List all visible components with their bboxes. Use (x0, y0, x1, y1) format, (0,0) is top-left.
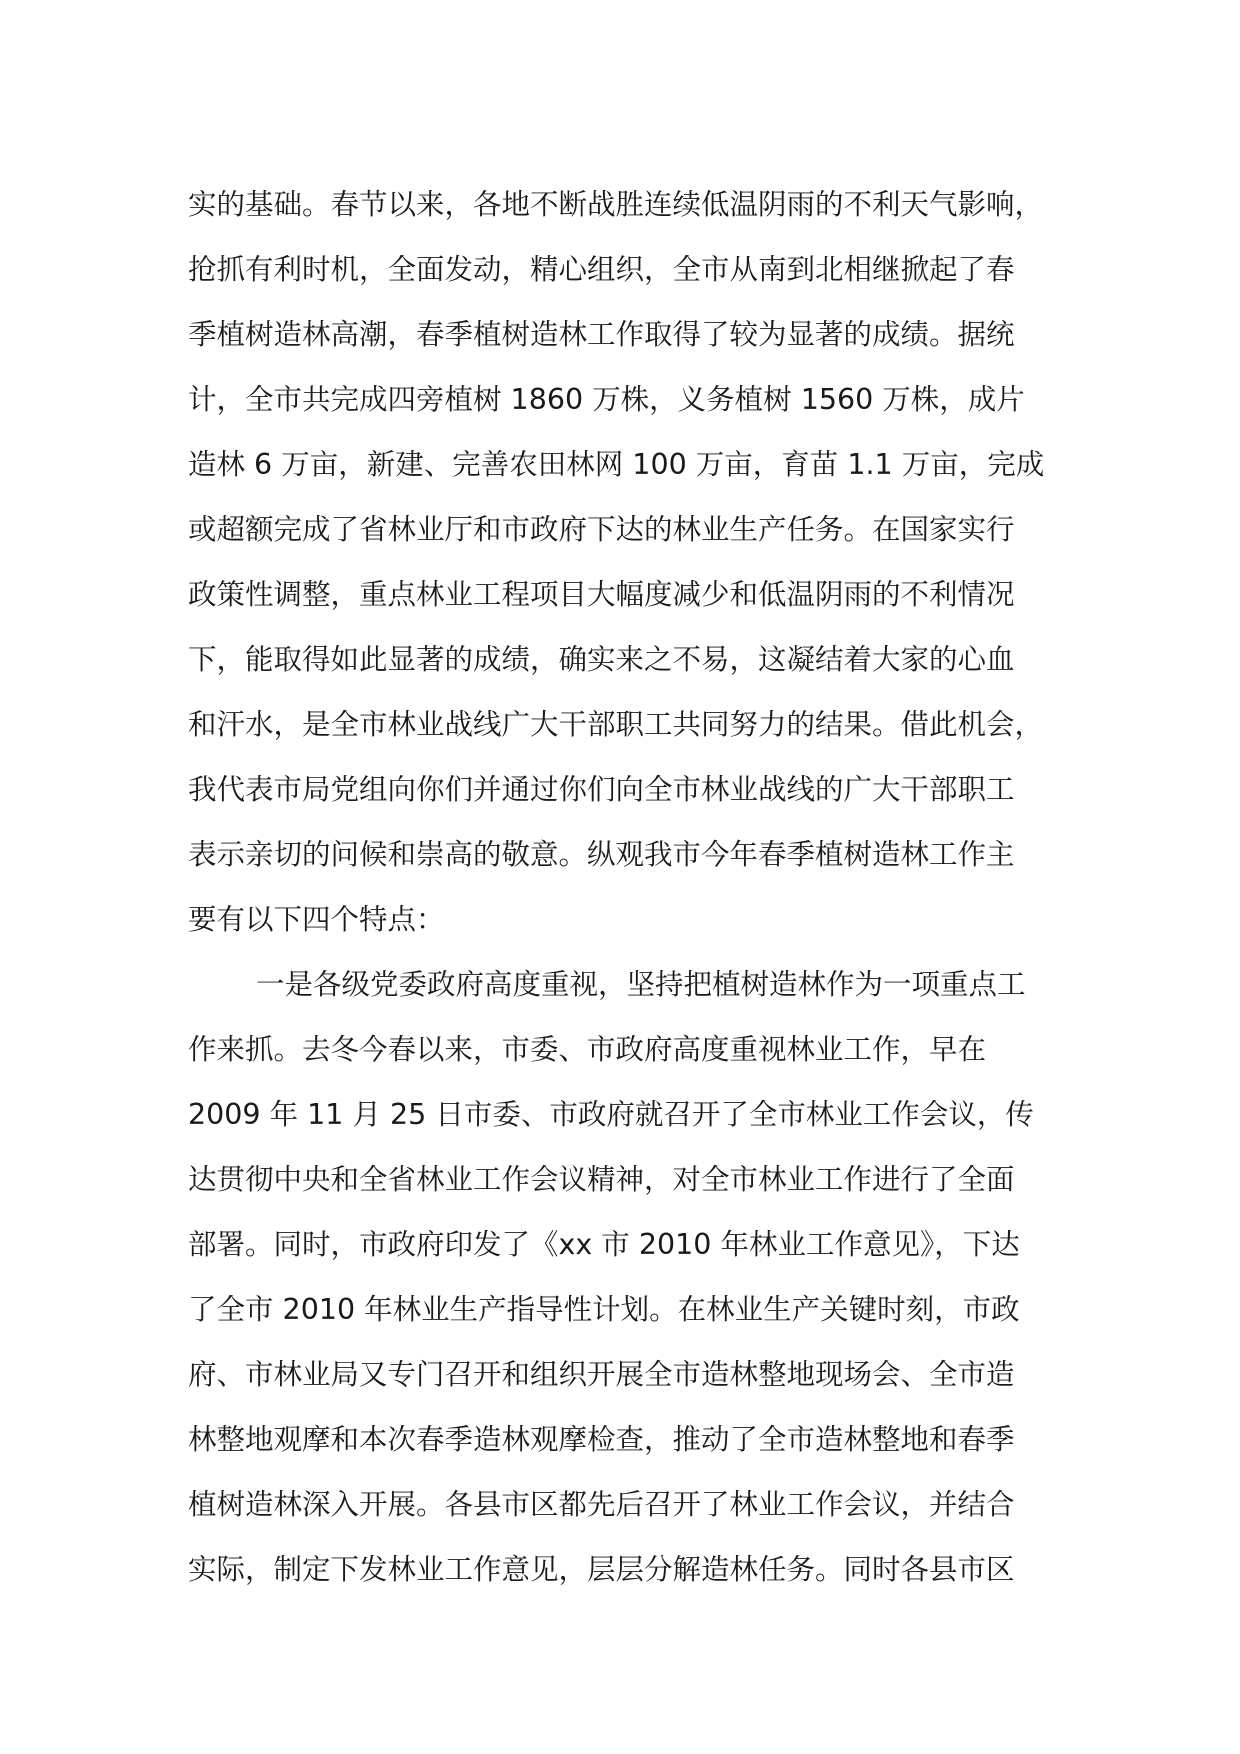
text-line: 或超额完成了省林业厅和市政府下达的林业生产任务。在国家实行 (188, 513, 1015, 546)
text-line: 计，全市共完成四旁植树 1860 万株，义务植树 1560 万株，成片 (188, 383, 1025, 416)
text-line: 达贯彻中央和全省林业工作会议精神，对全市林业工作进行了全面 (188, 1163, 1015, 1196)
text-line: 政策性调整，重点林业工程项目大幅度减少和低温阴雨的不利情况 (188, 578, 1015, 611)
text-line: 表示亲切的问候和崇高的敬意。纵观我市今年春季植树造林工作主 (188, 838, 1015, 871)
text-line: 造林 6 万亩，新建、完善农田林网 100 万亩，育苗 1.1 万亩，完成 (188, 448, 1045, 481)
text-line: 和汗水，是全市林业战线广大干部职工共同努力的结果。借此机会， (188, 708, 1044, 741)
text-line: 实际，制定下发林业工作意见，层层分解造林任务。同时各县市区 (188, 1553, 1015, 1586)
text-line: 2009 年 11 月 25 日市委、市政府就召开了全市林业工作会议，传 (188, 1098, 1034, 1131)
text-line: 植树造林深入开展。各县市区都先后召开了林业工作会议，并结合 (188, 1488, 1015, 1521)
text-line: 下，能取得如此显著的成绩，确实来之不易，这凝结着大家的心血 (188, 643, 1015, 676)
text-line: 实的基础。春节以来，各地不断战胜连续低温阴雨的不利天气影响， (188, 188, 1044, 221)
text-line: 季植树造林高潮，春季植树造林工作取得了较为显著的成绩。据统 (188, 318, 1015, 351)
paragraph-first-line: 一是各级党委政府高度重视，坚持把植树造林作为一项重点工 (256, 968, 1026, 1001)
text-line: 部署。同时，市政府印发了《xx 市 2010 年林业工作意见》，下达 (188, 1228, 1020, 1261)
body-text (188, 172, 1068, 1602)
text-line: 我代表市局党组向你们并通过你们向全市林业战线的广大干部职工 (188, 773, 1015, 806)
text-line: 府、市林业局又专门召开和组织开展全市造林整地现场会、全市造 (188, 1358, 1015, 1391)
text-line: 要有以下四个特点： (188, 903, 445, 936)
text-line: 作来抓。去冬今春以来，市委、市政府高度重视林业工作，早在 (188, 1033, 987, 1066)
text-line: 抢抓有利时机，全面发动，精心组织，全市从南到北相继掀起了春 (188, 253, 1015, 286)
text-line: 林整地观摩和本次春季造林观摩检查，推动了全市造林整地和春季 (188, 1423, 1015, 1456)
text-line: 了全市 2010 年林业生产指导性计划。在林业生产关键时刻，市政 (188, 1293, 1020, 1326)
